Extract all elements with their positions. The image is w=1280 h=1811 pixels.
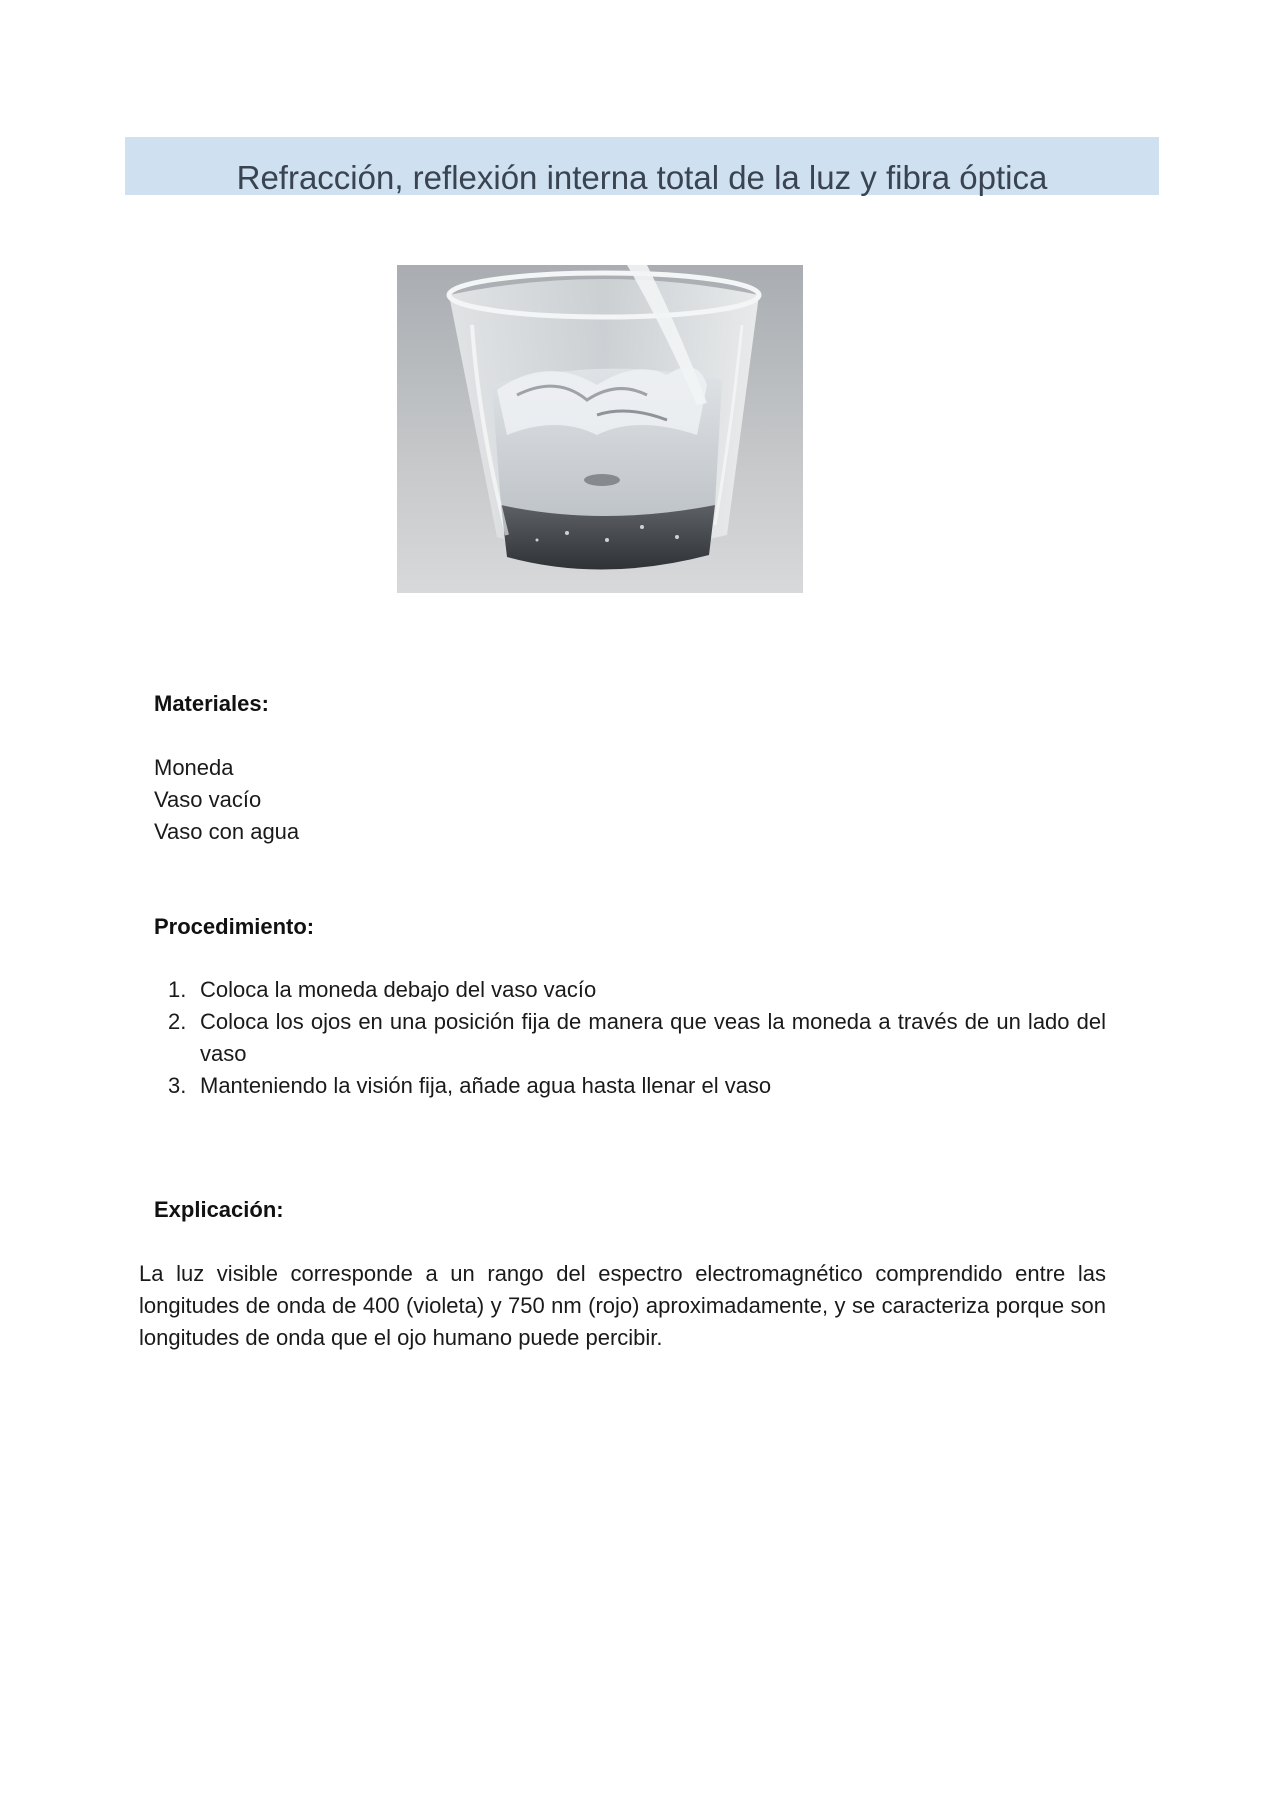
materials-heading: Materiales: [154,691,269,716]
explanation-heading: Explicación: [154,1197,284,1222]
procedure-list [154,974,1106,1102]
list-item [154,1006,1106,1070]
explanation-paragraph: La luz visible corresponde a un rango del espectro electromagnético comprendido entre las longitudes de onda de 400 (violeta) y 750 nm (rojo) aproximadamente, y se caracteriza porque son longitudes de onda que el ojo humano puede percibir. [139,1261,1106,1350]
list-item: Vaso vacío [154,787,262,812]
procedure-heading: Procedimiento: [154,914,315,939]
step-number: 2. [168,1009,187,1034]
list-item [154,1070,1106,1102]
step-number: 3. [168,1073,187,1098]
list-item: Vaso con agua [154,819,300,844]
step-text: Manteniendo la visión fija, añade agua hasta llenar el vaso [200,1073,772,1098]
list-item: Moneda [154,755,234,780]
glass-of-water-photo [397,265,803,593]
step-number: 1. [168,977,187,1002]
step-text: Coloca los ojos en una posición fija de manera que veas la moneda a través de un lado del vaso [200,1009,1106,1066]
page-title: Refracción, reflexión interna total de la luz y fibra óptica [236,159,1048,196]
list-item [154,974,1106,1006]
materials-list [154,752,299,848]
step-text: Coloca la moneda debajo del vaso vacío [200,977,597,1002]
